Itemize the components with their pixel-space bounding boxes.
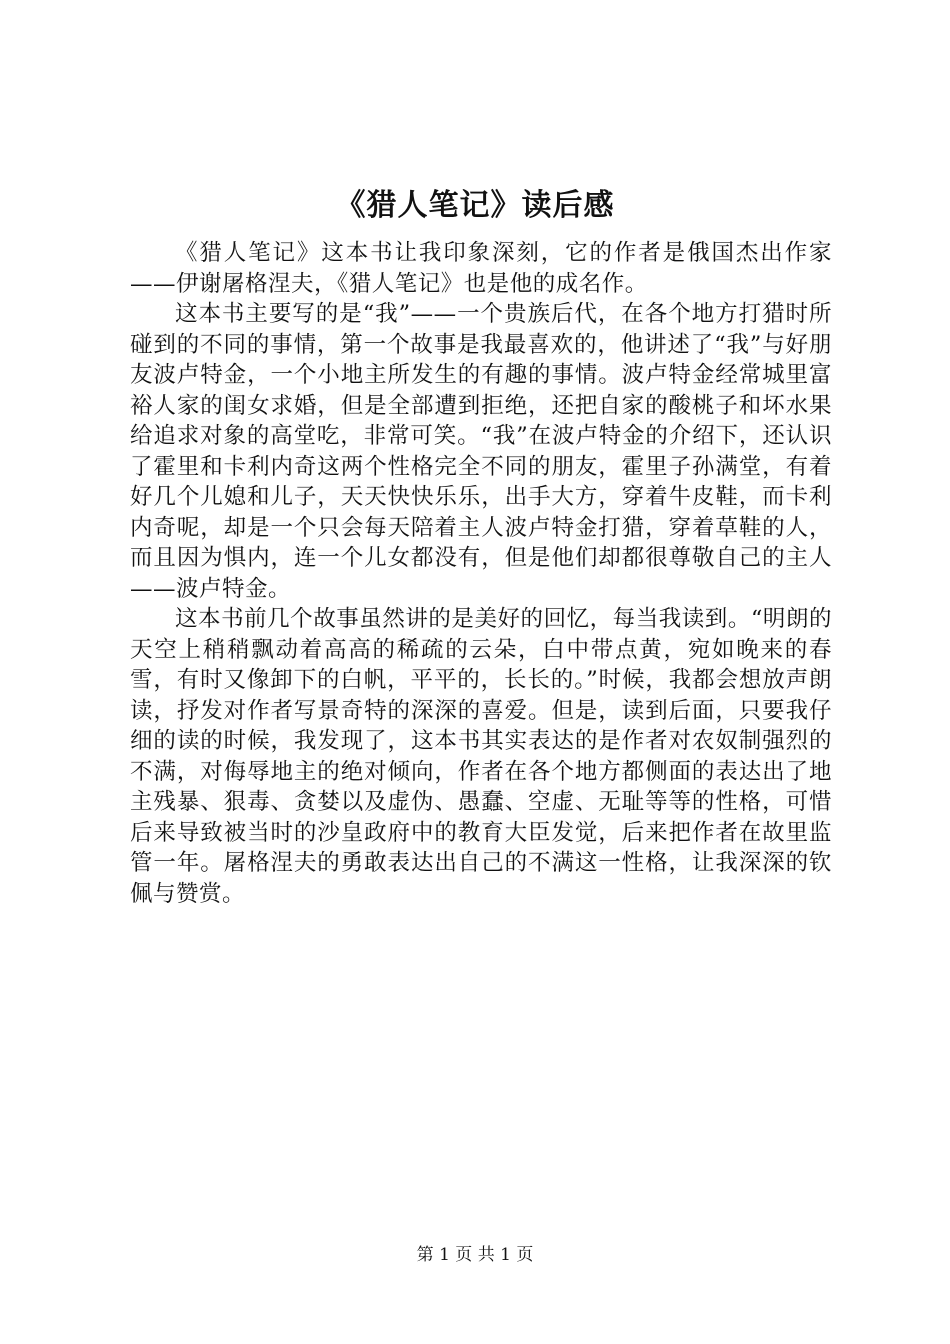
paragraph-3: 这本书前几个故事虽然讲的是美好的回忆，每当我读到。“明朗的天空上稍稍飘动着高高的稀疏的云朵，白中带点黄，宛如晚来的春雪，有时又像卸下的白帆，平平的，长长的。”时候，我都会想放声朗读，抒发对作者写景奇特的深深的喜爱。但是，读到后面，只要我仔细的读的时候，我发现了，这本书其实表达的是作者对农奴制强烈的不满，对侮辱地主的绝对倾向，作者在各个地方都侧面的表达出了地主残暴、狠毒、贪婪以及虚伪、愚蠢、空虚、无耻等等的性格，可惜后来导致被当时的沙皇政府中的教育大臣发觉，后来把作者在故里监管一年。屠格涅夫的勇敢表达出自己的不满这一性格，让我深深的钦佩与赞赏。 [130, 606, 832, 907]
paragraph-1: 《猎人笔记》这本书让我印象深刻，它的作者是俄国杰出作家——伊谢屠格涅夫，《猎人笔记》也是他的成名作。 [130, 240, 832, 297]
document-title: 《猎人笔记》读后感 [335, 188, 615, 223]
page-number-footer: 第 1 页 共 1 页 [416, 1245, 534, 1265]
paragraph-2: 这本书主要写的是“我”——一个贵族后代，在各个地方打猎时所碰到的不同的事情，第一个故事是我最喜欢的，他讲述了“我”与好朋友波卢特金，一个小地主所发生的有趣的事情。波卢特金经常城里富裕人家的闺女求婚，但是全部遭到拒绝，还把自家的酸桃子和坏水果给追求对象的高堂吃，非常可笑。“我”在波卢特金的介绍下，还认识了霍里和卡利内奇这两个性格完全不同的朋友，霍里子孙满堂，有着好几个儿媳和儿子，天天快快乐乐，出手大方，穿着牛皮鞋，而卡利内奇呢，却是一个只会每天陪着主人波卢特金打猎，穿着草鞋的人，而且因为惧内，连一个儿女都没有，但是他们却都很尊敬自己的主人——波卢特金。 [130, 301, 832, 602]
document-body [130, 238, 832, 909]
